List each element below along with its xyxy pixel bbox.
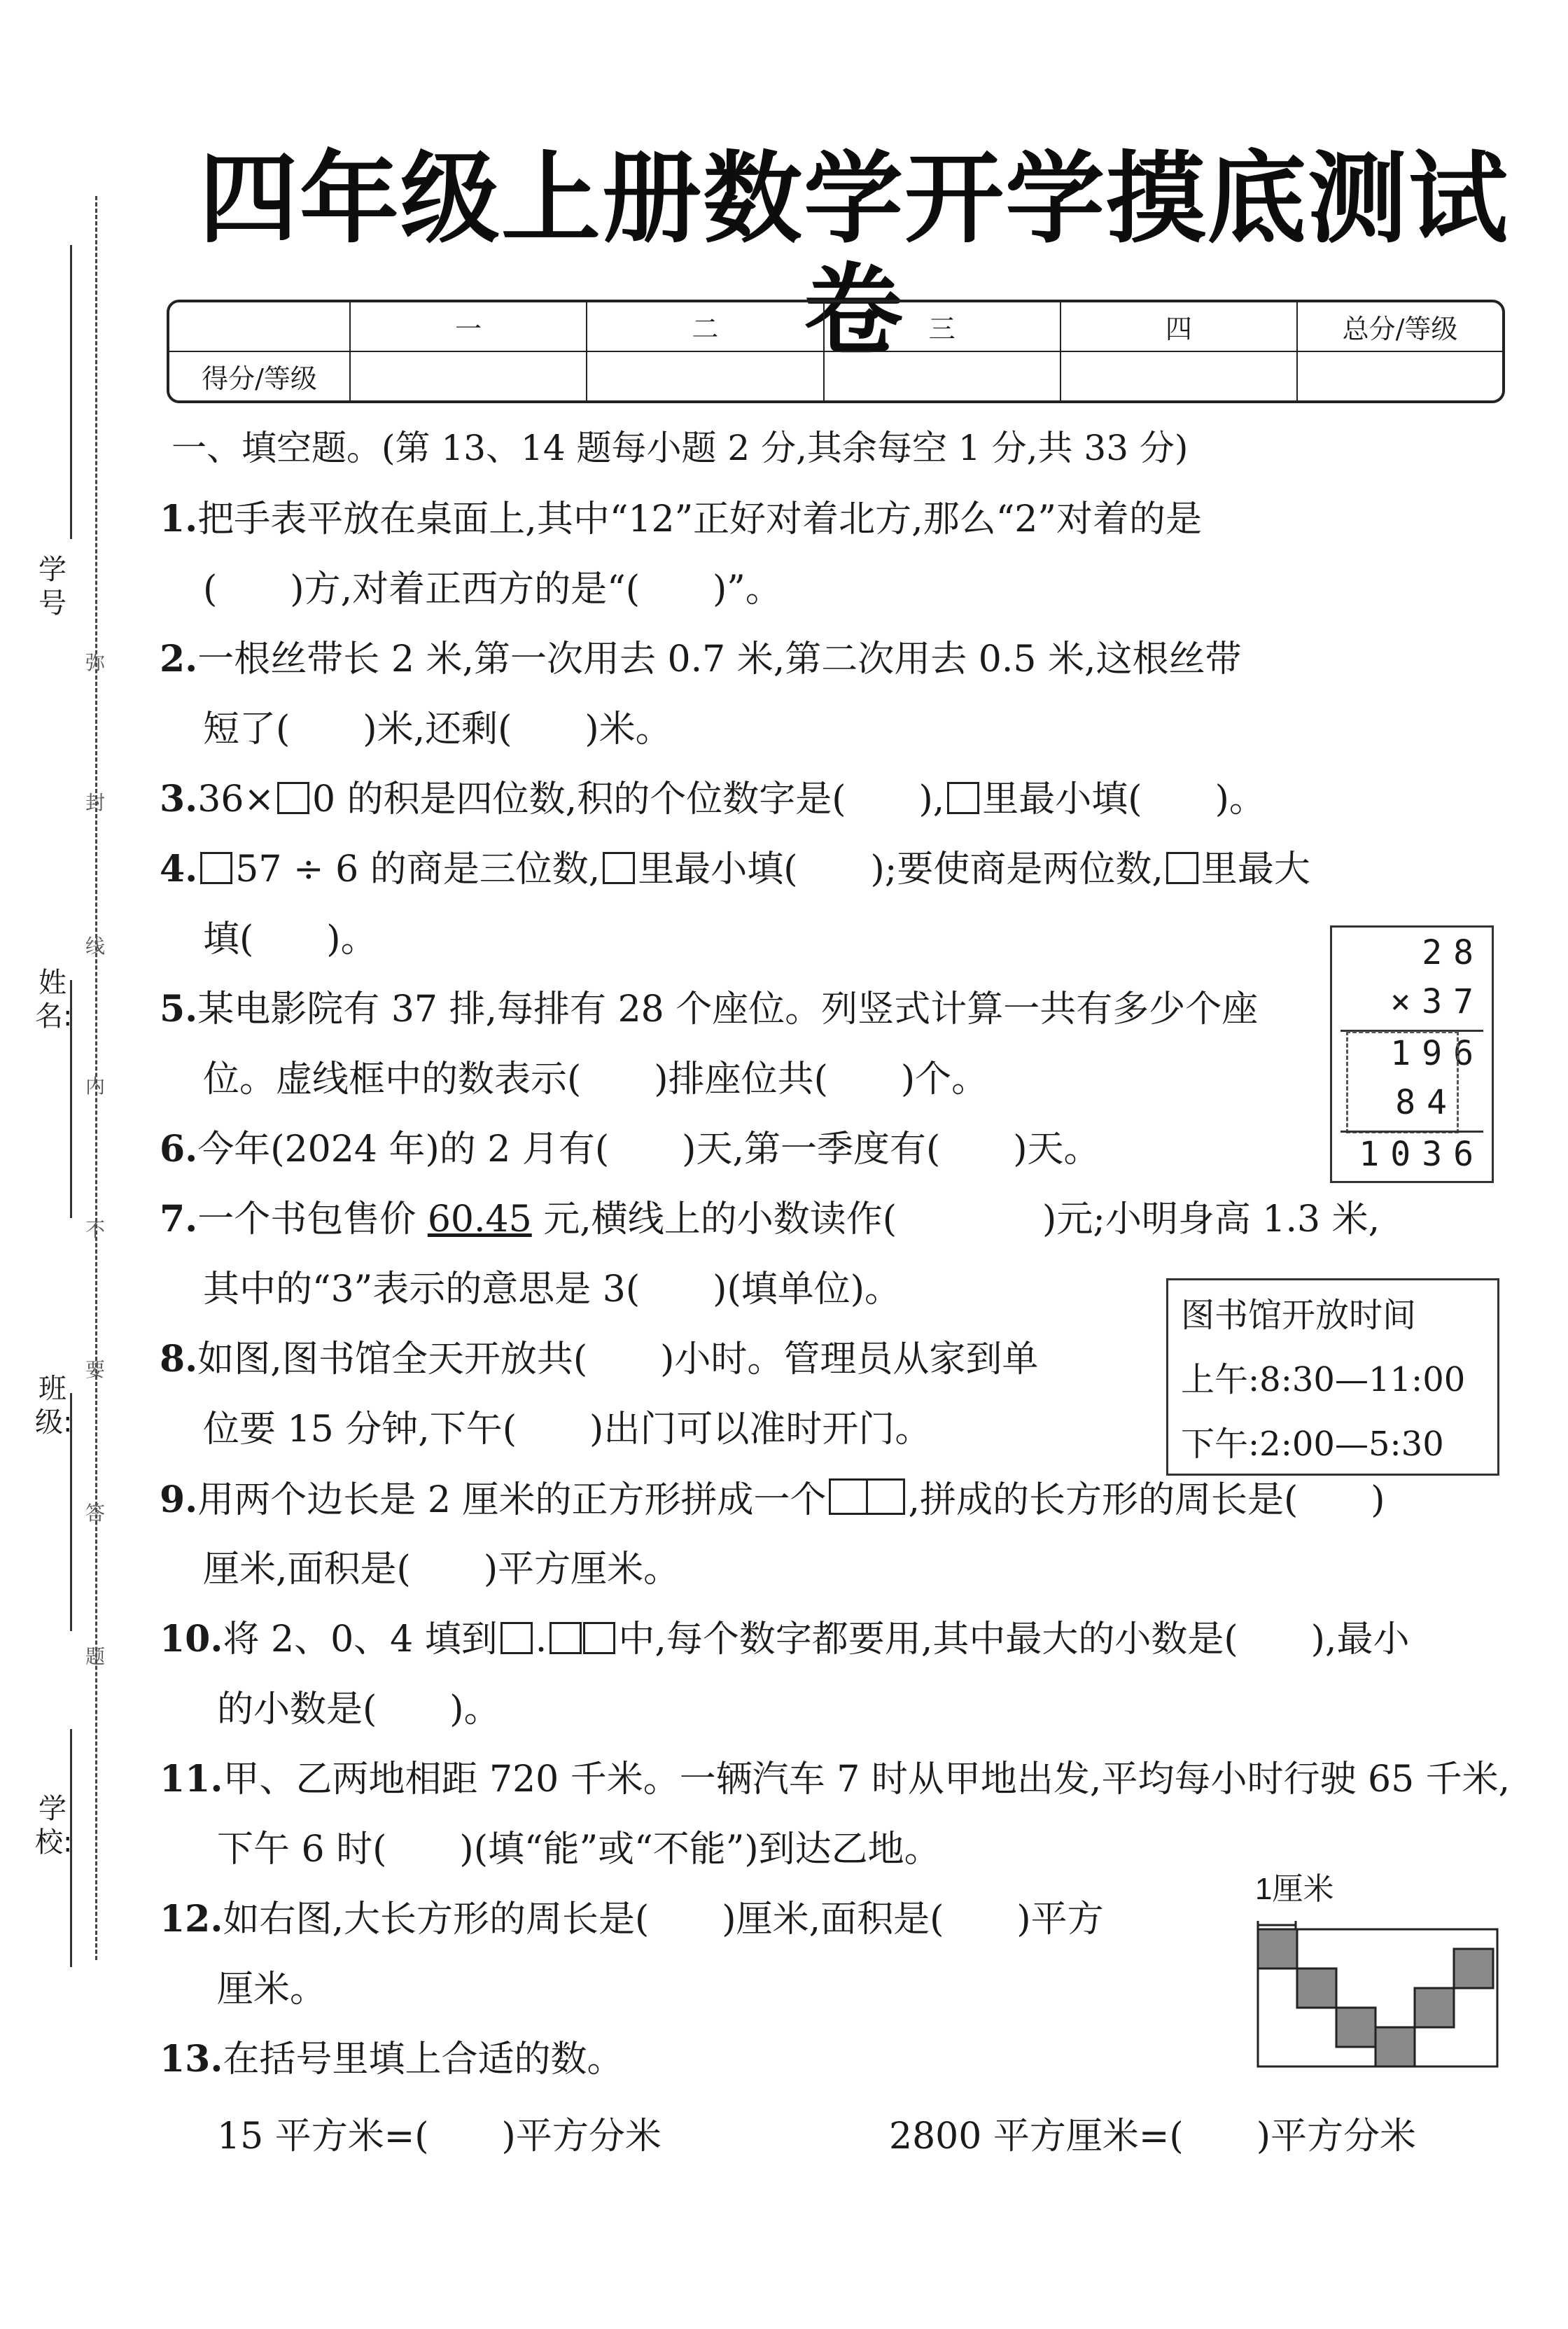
question-4 — [160, 848, 1310, 890]
question-text: 如右图,大长方形的周长是( )厘米,面积是( )平方 — [223, 1898, 1104, 1940]
question-text: ,拼成的长方形的周长是( ) — [908, 1479, 1385, 1521]
figure-scale-label: 1厘米 — [1255, 1872, 1334, 1906]
question-text: 甲、乙两地相距 720 千米。一辆汽车 7 时从甲地出发,平均每小时行驶 65 千米, — [223, 1758, 1511, 1800]
question-12-line2: 厘米。 — [217, 1968, 327, 2010]
blank-square — [500, 1622, 533, 1654]
question-number: 6. — [160, 1128, 198, 1170]
score-header-total: 总分/等级 — [1297, 302, 1502, 351]
question-number: 4. — [160, 848, 198, 890]
question-text: 如图,图书馆全天开放共( )小时。管理员从家到单 — [197, 1338, 1039, 1380]
score-header-1: 一 — [350, 302, 587, 351]
vertical-multiplication-box — [1330, 925, 1494, 1183]
question-text: 一个书包售价 — [197, 1198, 428, 1240]
question-2 — [160, 638, 1242, 680]
question-10-line2: 的小数是( )。 — [217, 1688, 500, 1730]
student-id-label: 学号 — [38, 554, 66, 620]
school-label: 学校: — [35, 1793, 73, 1859]
question-text: 里最大 — [1200, 848, 1310, 890]
score-cell-1[interactable] — [350, 351, 587, 400]
seal-char-2: 封 — [85, 791, 105, 814]
calc-product: 1036 — [1359, 1135, 1485, 1174]
question-13 — [160, 2038, 623, 2080]
class-label: 班级: — [35, 1373, 73, 1439]
question-number: 8. — [160, 1338, 198, 1380]
blank-square — [277, 782, 309, 814]
score-cell-total[interactable] — [1297, 351, 1502, 400]
seal-char-6: 要 — [85, 1358, 105, 1381]
question-10: 10.将 2、0、4 填到 . 中,每个数字都要用,其中最大的小数是( ),最小 — [160, 1618, 1410, 1660]
question-9-line2: 厘米,面积是( )平方厘米。 — [203, 1548, 680, 1590]
question-5-line2: 位。虚线框中的数表示( )排座位共( )个。 — [203, 1058, 988, 1100]
question-text: 某电影院有 37 排,每排有 28 个座位。列竖式计算一共有多少个座 — [197, 988, 1259, 1030]
seal-char-3: 线 — [85, 935, 105, 958]
score-header-4: 四 — [1060, 302, 1297, 351]
score-header-3: 三 — [824, 302, 1060, 351]
section-heading: 一、填空题。(第 13、14 题每小题 2 分,其余每空 1 分,共 33 分) — [172, 428, 1189, 468]
blank-square — [583, 1622, 615, 1654]
library-am-hours: 上午:8:30—11:00 — [1181, 1360, 1466, 1399]
question-13-right: 2800 平方厘米=( )平方分米 — [889, 2115, 1417, 2157]
seal-char-5: 不 — [85, 1218, 105, 1241]
blank-square — [1166, 852, 1198, 884]
question-text: 里最小填( )。 — [982, 778, 1266, 820]
score-cell-2[interactable] — [587, 351, 823, 400]
question-7-line2: 其中的“3”表示的意思是 3( )(填单位)。 — [203, 1268, 902, 1310]
name-label: 姓名: — [35, 967, 73, 1033]
question-7 — [160, 1198, 1380, 1240]
score-header-blank — [169, 302, 350, 351]
question-text: 在括号里填上合适的数。 — [223, 2038, 624, 2080]
question-text: 36× — [197, 778, 275, 820]
question-text: 里最小填( );要使商是两位数, — [638, 848, 1163, 890]
grid-figure-svg — [1256, 1904, 1502, 2072]
xuehao-underline — [70, 245, 72, 539]
question-number: 13. — [160, 2038, 223, 2080]
question-13-left: 15 平方米=( )平方分米 — [217, 2115, 662, 2157]
library-pm-hours: 下午:2:00—5:30 — [1181, 1425, 1444, 1464]
question-number: 11. — [160, 1758, 223, 1800]
question-text: 今年(2024 年)的 2 月有( )天,第一季度有( )天。 — [197, 1128, 1100, 1170]
seal-char-4: 内 — [85, 1075, 105, 1098]
question-6 — [160, 1128, 1100, 1170]
question-8-line2: 位要 15 分钟,下午( )出门可以准时开门。 — [203, 1408, 932, 1450]
score-table — [167, 300, 1505, 403]
question-text: 将 2、0、4 填到 — [223, 1618, 498, 1660]
question-number: 7. — [160, 1198, 198, 1240]
square-right — [866, 1478, 905, 1515]
question-11 — [160, 1758, 1510, 1800]
question-12 — [160, 1898, 1104, 1940]
question-number: 1. — [160, 498, 198, 540]
question-3 — [160, 778, 1266, 820]
question-text: 57 ÷ 6 的商是三位数, — [235, 848, 601, 890]
seal-char-8: 题 — [85, 1645, 105, 1668]
question-1 — [160, 498, 1202, 540]
underlined-price: 60.45 — [427, 1198, 532, 1240]
calc-partial-2: 84 — [1395, 1083, 1458, 1122]
library-hours-box — [1166, 1278, 1499, 1476]
question-1-line2: ( )方,对着正西方的是“( )”。 — [203, 568, 782, 610]
blank-square — [200, 852, 232, 884]
question-text: 把手表平放在桌面上,其中“12”正好对着北方,那么“2”对着的是 — [197, 498, 1202, 540]
question-2-line2: 短了( )米,还剩( )米。 — [203, 708, 672, 750]
question-number: 5. — [160, 988, 198, 1030]
score-header-2: 二 — [587, 302, 823, 351]
question-9 — [160, 1478, 1385, 1521]
page-title: 四年级上册数学开学摸底测试卷 — [199, 141, 1509, 369]
question-text: 元,横线上的小数读作( )元;小明身高 1.3 米, — [531, 1198, 1380, 1240]
seal-char-7: 答 — [85, 1502, 105, 1525]
question-text: 一根丝带长 2 米,第一次用去 0.7 米,第二次用去 0.5 米,这根丝带 — [197, 638, 1242, 680]
blank-square — [550, 1622, 582, 1654]
score-row-label: 得分/等级 — [169, 351, 350, 400]
question-text: 0 的积是四位数,积的个位数字是( ), — [312, 778, 945, 820]
blank-square — [603, 852, 635, 884]
calc-multiplier: ×37 — [1390, 982, 1485, 1021]
calc-multiplicand: 28 — [1422, 933, 1485, 972]
question-11-line2: 下午 6 时( )(填“能”或“不能”)到达乙地。 — [217, 1828, 941, 1870]
seal-char-1: 弥 — [85, 651, 105, 674]
question-5 — [160, 988, 1258, 1030]
question-8 — [160, 1338, 1038, 1380]
question-text: 用两个边长是 2 厘米的正方形拼成一个 — [197, 1479, 827, 1521]
score-cell-3[interactable] — [824, 351, 1060, 400]
question-text: 中,每个数字都要用,其中最大的小数是( ),最小 — [618, 1618, 1410, 1660]
calc-partial-1: 196 — [1390, 1034, 1485, 1073]
calc-rule-2 — [1340, 1131, 1483, 1133]
question-number: 9. — [160, 1478, 198, 1521]
question-number: 2. — [160, 638, 198, 680]
square-left — [829, 1478, 868, 1515]
blank-square — [947, 782, 979, 814]
question-number: 10. — [160, 1618, 223, 1660]
question-number: 12. — [160, 1898, 223, 1940]
question-4-line2: 填( )。 — [203, 918, 377, 960]
library-title: 图书馆开放时间 — [1181, 1296, 1417, 1335]
rectangle-grid-figure — [1255, 1872, 1502, 2075]
score-cell-4[interactable] — [1060, 351, 1297, 400]
question-number: 3. — [160, 778, 198, 820]
